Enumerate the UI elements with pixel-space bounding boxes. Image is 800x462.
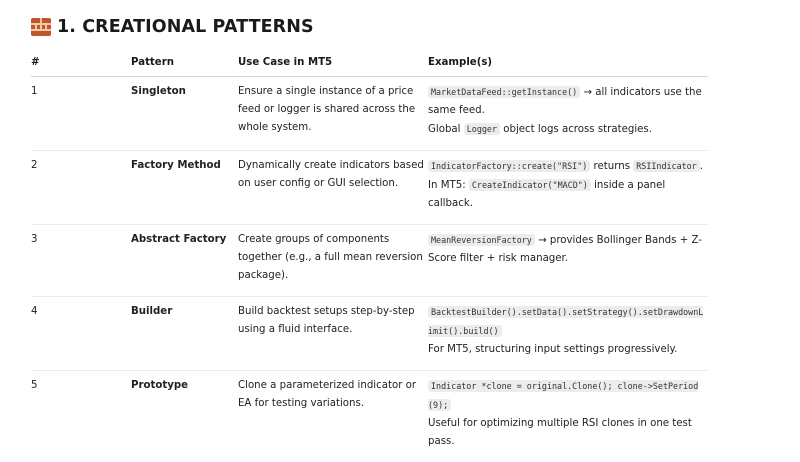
use-case: Ensure a single instance of a price feed or logger is shared across the whole system. (238, 77, 428, 151)
use-case: Dynamically create indicators based on user config or GUI selection. (238, 151, 428, 225)
code-snippet: CreateIndicator("MACD") (469, 179, 591, 191)
pattern-name: Abstract Factory (131, 225, 238, 297)
example-line (428, 120, 708, 139)
example-text: → all indicators use the same feed. (428, 87, 702, 116)
example-cell (428, 151, 708, 225)
code-snippet: MeanReversionFactory (428, 234, 535, 246)
row-number: 4 (31, 297, 131, 371)
example-cell (428, 77, 708, 151)
example-text: Useful for optimizing multiple RSI clones in one test pass. (428, 418, 692, 447)
pattern-name: Prototype (131, 380, 189, 391)
header-pattern: Pattern (131, 52, 238, 77)
example-line (428, 83, 708, 120)
table-row (31, 371, 708, 462)
example-line (428, 377, 708, 415)
code-snippet: RSIIndicator (633, 160, 700, 172)
code-snippet: IndicatorFactory::create("RSI") (428, 160, 590, 172)
example-cell (428, 297, 708, 371)
use-case: Build backtest setups step-by-step using a fluid interface. (238, 297, 428, 371)
example-text: . (699, 161, 704, 172)
example-text: inside a panel callback. (428, 180, 666, 209)
code-snippet: Indicator *clone = original.Clone(); clone->SetPeriod(9); (428, 381, 699, 410)
example-text: object logs across strategies. (500, 124, 652, 135)
example-text: → provides Bollinger Bands + Z-Score filter + risk manager. (428, 235, 702, 264)
table-row (31, 151, 708, 225)
example-line (428, 157, 708, 176)
brick-icon (31, 18, 51, 36)
pattern-name: Factory Method (131, 151, 238, 225)
example-line (428, 303, 708, 341)
example-cell (428, 371, 708, 462)
example-line (428, 176, 708, 213)
table-header-row (31, 52, 708, 77)
table-row (31, 297, 708, 371)
example-line (428, 415, 708, 451)
row-number: 2 (31, 151, 131, 225)
code-snippet: BacktestBuilder().setData().setStrategy().setDrawdownLimit().build() (428, 307, 704, 336)
example-line (428, 341, 708, 359)
header-use-case: Use Case in MT5 (238, 52, 428, 77)
example-line (428, 231, 708, 268)
header-number: # (31, 52, 131, 77)
table-row (31, 77, 708, 151)
code-snippet: Logger (464, 123, 500, 135)
row-number: 5 (31, 380, 38, 391)
code-snippet: MarketDataFeed::getInstance() (428, 86, 580, 98)
use-case: Clone a parameterized indicator or EA for testing variations. (238, 380, 417, 409)
example-cell (428, 225, 708, 297)
pattern-name: Singleton (131, 77, 238, 151)
table-row (31, 225, 708, 297)
creational-patterns-table (31, 52, 708, 462)
pattern-name: Builder (131, 297, 238, 371)
example-text: For MT5, structuring input settings progressively. (428, 344, 678, 355)
example-text: Global (428, 124, 464, 135)
use-case: Create groups of components together (e.g., a full mean reversion package). (238, 225, 428, 297)
header-examples: Example(s) (428, 52, 708, 77)
row-number: 1 (31, 77, 131, 151)
example-text: In MT5: (428, 180, 469, 191)
example-text: returns (590, 161, 634, 172)
section-heading (31, 14, 314, 40)
section-title: 1. CREATIONAL PATTERNS (57, 17, 314, 37)
row-number: 3 (31, 225, 131, 297)
